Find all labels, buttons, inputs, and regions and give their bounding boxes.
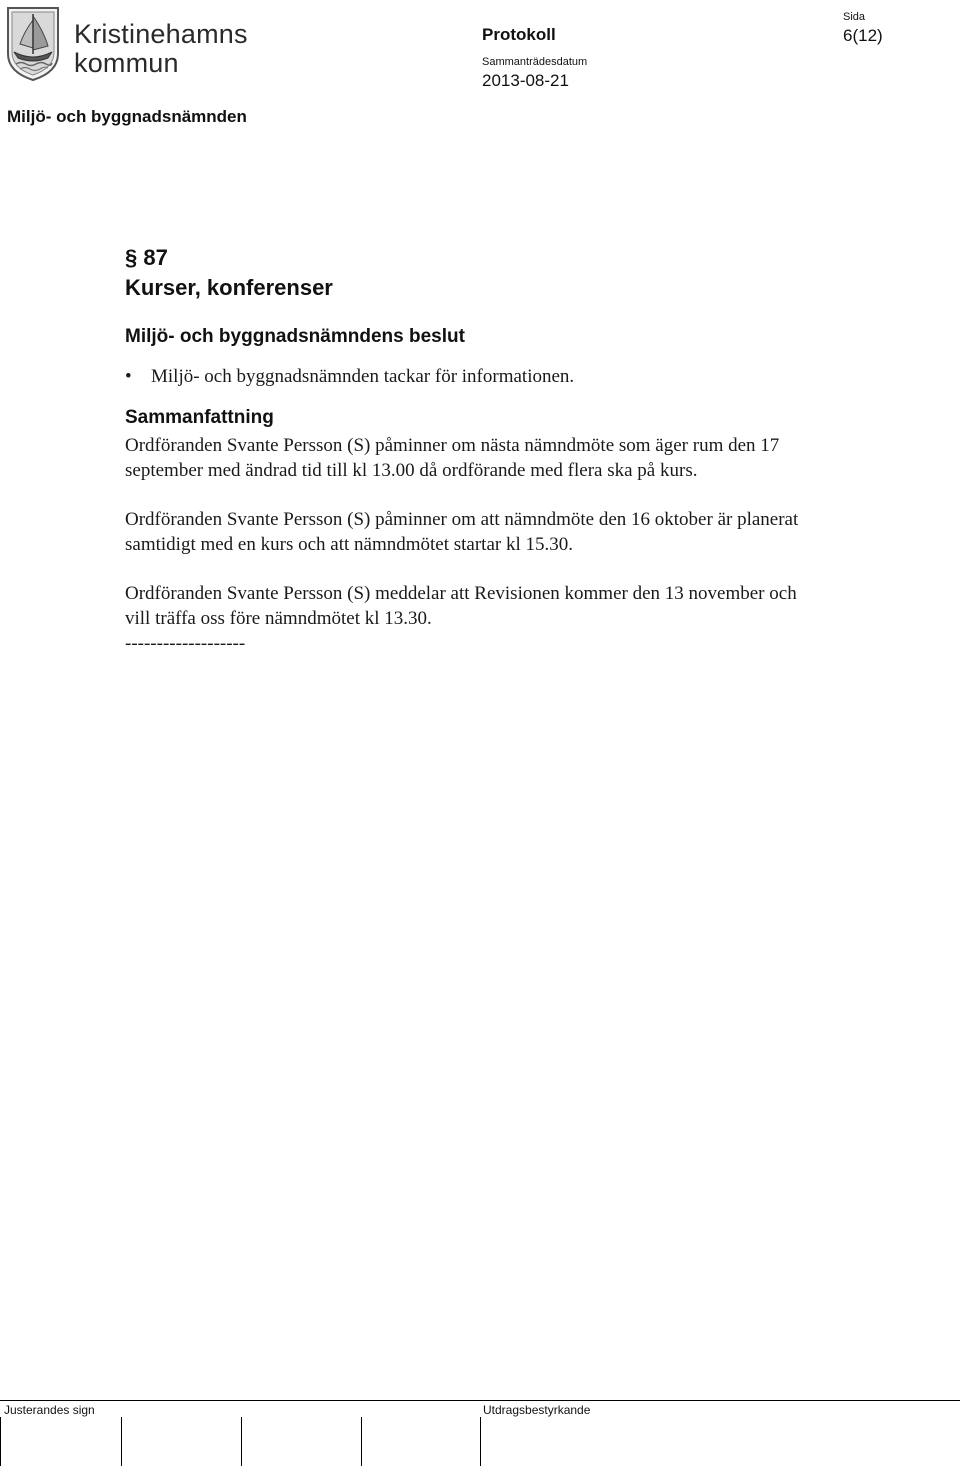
signature-box-divider <box>480 1417 481 1466</box>
page-number: 6(12) <box>843 26 883 45</box>
decision-item <box>125 364 825 389</box>
meeting-date-label: Sammanträdesdatum <box>482 56 588 68</box>
organization-name-line1: Kristinehamns <box>74 19 248 49</box>
summary-paragraph-3: Ordföranden Svante Persson (S) meddelar att Revisionen kommer den 13 november och vill träffa oss före nämndmötet kl 13.30. <box>125 583 797 629</box>
bullet-icon: • <box>125 366 132 387</box>
signature-box-divider <box>121 1417 122 1466</box>
signature-box-divider <box>361 1417 362 1466</box>
summary-heading: Sammanfattning <box>125 407 274 428</box>
signature-box-divider <box>0 1417 1 1466</box>
extract-label: Utdragsbestyrkande <box>483 1403 591 1417</box>
page-label: Sida <box>843 11 866 23</box>
organization-name-line2: kommun <box>74 48 179 78</box>
decision-list <box>125 364 825 389</box>
signature-box-divider <box>241 1417 242 1466</box>
section-separator: ------------------- <box>125 633 246 654</box>
section-content <box>125 243 825 656</box>
decision-item-text: Miljö- och byggnadsnämnden tackar för informationen. <box>151 366 575 387</box>
section-number: § 87 <box>125 245 168 270</box>
coat-of-arms-logo <box>6 6 60 82</box>
decision-heading: Miljö- och byggnadsnämndens beslut <box>125 326 465 347</box>
signature-label: Justerandes sign <box>4 1403 95 1417</box>
document-type: Protokoll <box>482 25 556 44</box>
summary-paragraph-1: Ordföranden Svante Persson (S) påminner om nästa nämndmöte som äger rum den 17 september med ändrad tid till kl 13.00 då ordförande med flera ska på kurs. <box>125 435 780 481</box>
summary-paragraph-2: Ordföranden Svante Persson (S) påminner om att nämndmöte den 16 oktober är planerat samtidigt med en kurs och att nämndmötet startar kl 15.30. <box>125 509 799 555</box>
department-name: Miljö- och byggnadsnämnden <box>7 107 247 126</box>
section-title: Kurser, konferenser <box>125 275 333 300</box>
organization-name <box>74 20 248 78</box>
meeting-date: 2013-08-21 <box>482 71 569 90</box>
footer-divider <box>0 1400 960 1401</box>
